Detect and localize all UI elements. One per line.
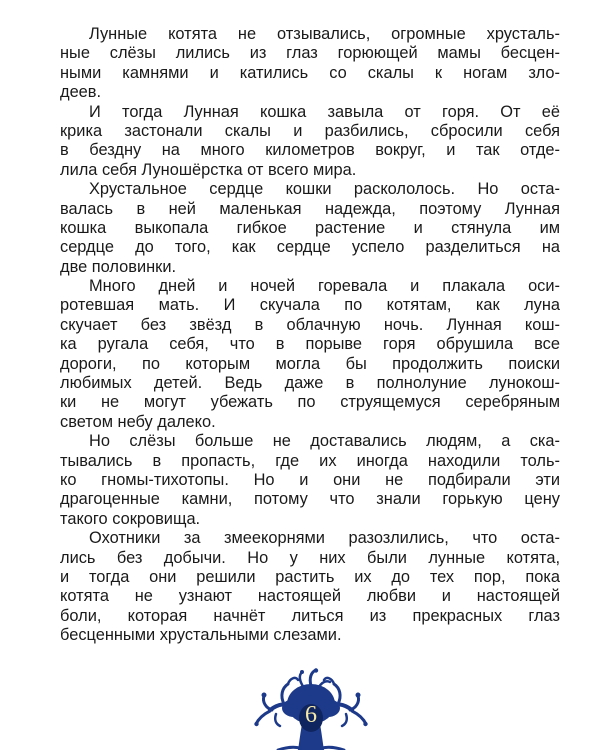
text-line: драгоценные камни, потому что знали горькую цену <box>60 490 560 509</box>
text-line: любимых детей. Ведь даже в полнолуние лунокош- <box>60 374 560 393</box>
text-line: такого сокровища. <box>60 509 201 528</box>
text-line: деев. <box>60 83 102 102</box>
text-line: ными камнями и катились со скалы к ногам зло- <box>60 63 560 82</box>
paragraph-2 <box>60 103 560 181</box>
text-line: крика застонали скалы и разбились, сбросили себя <box>60 121 560 140</box>
text-line: кошка выкопала гибкое растение и стянула им <box>60 218 560 237</box>
text-line: ко гномы-тихотопы. Но и они не подбирали эти <box>60 470 560 489</box>
text-line: Хрустальное сердце кошки раскололось. Но оста- <box>89 180 560 199</box>
text-line: ротевшая мать. И скучала по котятам, как луна <box>60 296 560 315</box>
paragraph-4 <box>60 277 560 432</box>
text-line: светом небу далеко. <box>60 412 216 431</box>
paragraph-6 <box>60 529 560 645</box>
page-number: 6 <box>305 702 317 728</box>
text-line: ка ругала себя, что в порыве горя обрушила все <box>60 335 560 354</box>
text-line: Но слёзы больше не доставались людям, а ска- <box>89 432 560 451</box>
text-line: котята не узнают настоящей любви и настоящей <box>60 587 560 606</box>
text-line: Охотники за змеекорнями разозлились, что оста- <box>89 529 560 548</box>
text-line: лила себя Луношёрстка от всего мира. <box>60 160 357 179</box>
text-line: Много дней и ночей горевала и плакала оси- <box>89 277 560 296</box>
body-text <box>60 25 560 646</box>
text-line: в бездну на много километров вокруг, и так отде- <box>60 141 560 160</box>
text-line: скучает без звёзд в облачную ночь. Лунная кош- <box>60 315 560 334</box>
text-line: и тогда они решили растить их до тех пор, пока <box>60 567 560 586</box>
text-line: валась в ней маленькая надежда, поэтому Лунная <box>60 199 560 218</box>
text-line: бесценными хрустальными слезами. <box>60 626 342 645</box>
text-line: лись без добычи. Но у них были лунные котята, <box>60 548 560 567</box>
text-line: ные слёзы лились из глаз горюющей мамы бесцен- <box>60 44 560 63</box>
text-line: дороги, по которым могла бы продолжить поиски <box>60 354 560 373</box>
paragraph-3 <box>60 180 560 277</box>
paragraph-1 <box>60 25 560 103</box>
text-line: сердце до того, как сердце успело разделиться на <box>60 238 560 257</box>
text-line: ки не могут убежать по струящемуся серебряным <box>60 393 560 412</box>
text-line: две половинки. <box>60 257 177 276</box>
text-line: И тогда Лунная кошка завыла от горя. От её <box>89 102 560 121</box>
text-line: Лунные котята не отзывались, огромные хрусталь- <box>89 25 560 43</box>
text-line: тывались в пропасть, где их иногда находили толь- <box>60 451 560 470</box>
text-line: боли, которая начнёт литься из прекрасных глаз <box>60 606 560 625</box>
paragraph-5 <box>60 432 560 529</box>
